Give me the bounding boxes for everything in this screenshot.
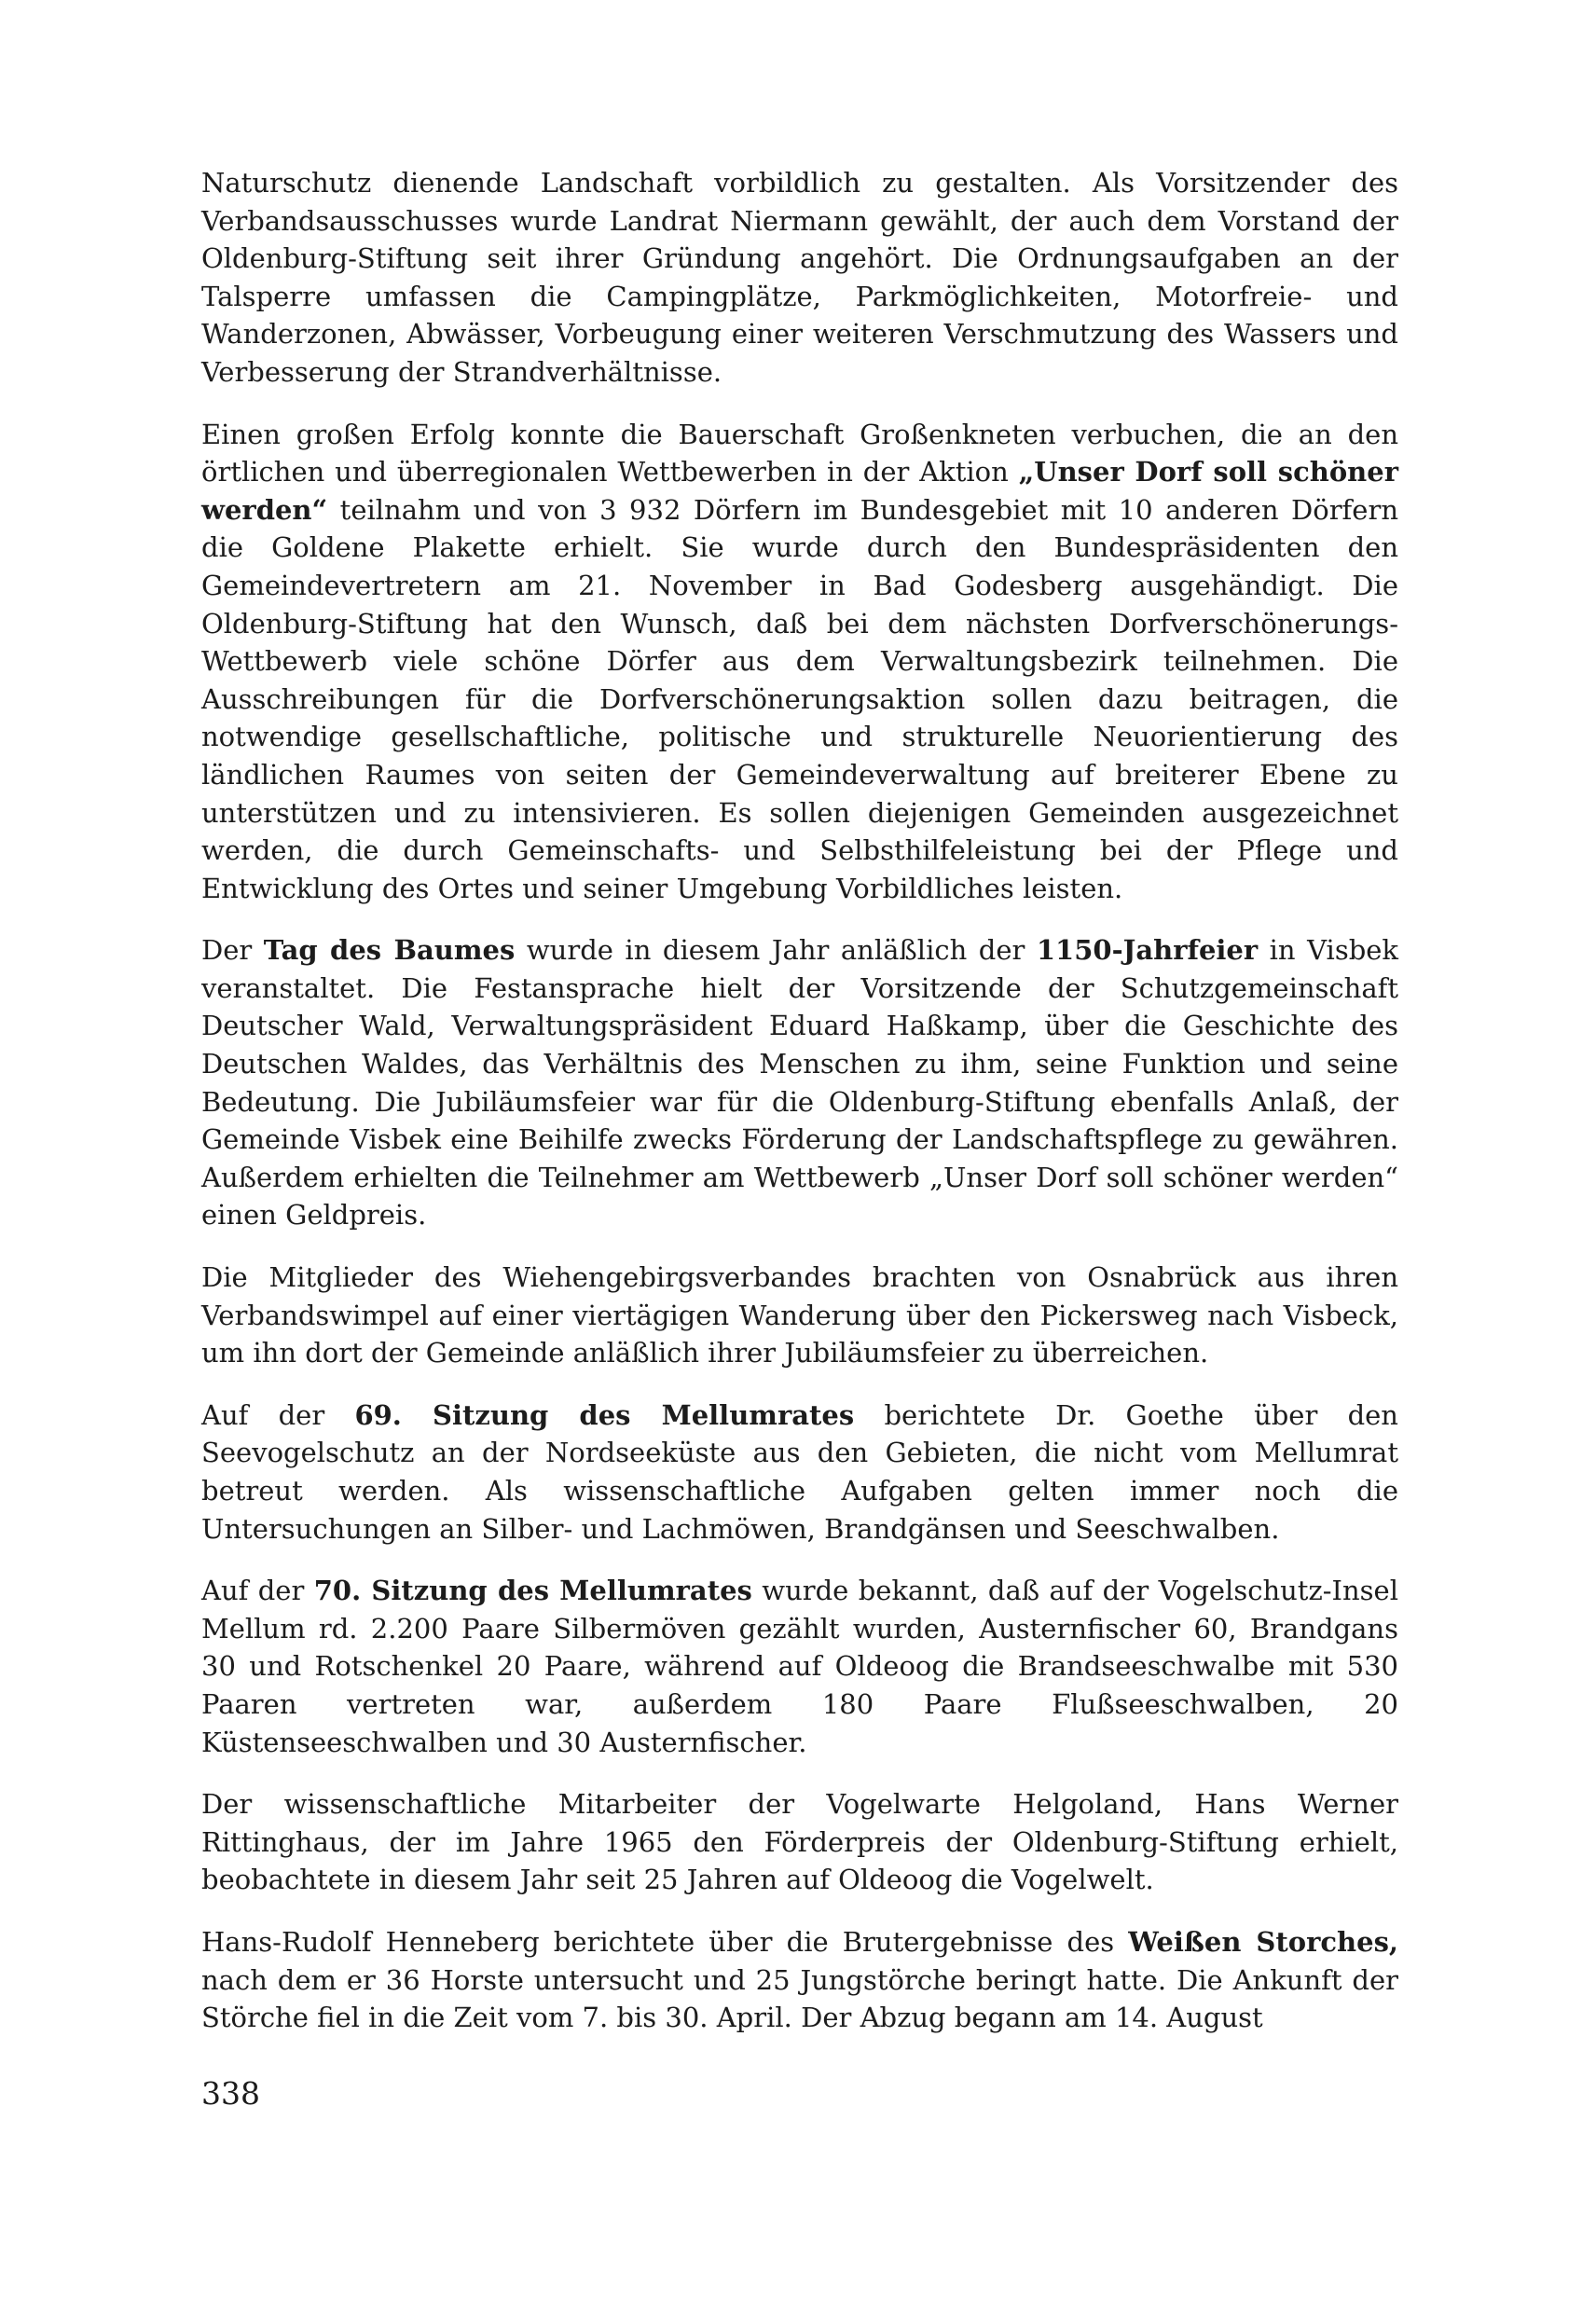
text-span: Auf der: [201, 1575, 314, 1607]
text-span: Der: [201, 934, 264, 967]
text-span: nach dem er 36 Horste untersucht und 25 Jungstörche beringt hatte. Die Ankunft der Störche fiel in die Zeit vom 7. bis 30. April. Der Abzug begann am 14. August: [201, 1963, 1398, 2034]
page-number: 338: [201, 2075, 260, 2112]
text-span: Der wissenschaftliche Mitarbeiter der Vogelwarte Helgoland, Hans Werner Rittinghaus, der im Jahre 1965 den Förderpreis der Oldenburg-Stiftung erhielt, beobachtete in diesem Jahr seit 25 Jahren auf Oldeoog die Vogelwelt.: [201, 1788, 1398, 1896]
text-span: Auf der: [201, 1398, 355, 1431]
bold-text-span: 70. Sitzung des Mellumrates: [313, 1575, 752, 1607]
paragraph: [201, 1923, 1398, 2037]
text-span: wurde in diesem Jahr anläßlich der: [515, 934, 1037, 967]
text-span: in Visbek veranstaltet. Die Festansprache hielt der Vorsitzende der Schutzgemeinschaft Deutscher Wald, Verwaltungspräsident Eduard Haßkamp, über die Geschichte des Deutschen Waldes, das Verhältnis des Menschen zu ihm, seine Funktion und seine Bedeutung. Die Jubiläumsfeier war für die Oldenburg-Stiftung ebenfalls Anlaß, der Gemeinde Visbek eine Beihilfe zwecks Förderung der Landschaftspflege zu gewähren. Außerdem erhielten die Teilnehmer am Wettbewerb „Unser Dorf soll schöner werden“ einen Geldpreis.: [201, 934, 1399, 1232]
text-span: wurde bekannt, daß auf der Vogelschutz-Insel Mellum rd. 2.200 Paare Silbermöven gezählt wurden, Austernfischer 60, Brandgans 30 und Rotschenkel 20 Paare, während auf Oldeoog die Brandseeschwalbe mit 530 Paaren vertreten war, außerdem 180 Paare Flußseeschwalben, 20 Küstenseeschwalben und 30 Austernfischer.: [201, 1575, 1398, 1758]
text-span: Hans-Rudolf Henneberg berichtete über die Brutergebnisse des: [201, 1925, 1129, 1958]
bold-text-span: 69. Sitzung des Mellumrates: [354, 1398, 855, 1431]
text-span: Naturschutz dienende Landschaft vorbildlich zu gestalten. Als Vorsitzender des Verbandsausschusses wurde Landrat Niermann gewählt, der auch dem Vorstand der Oldenburg-Stiftung seit ihrer Gründung angehört. Die Ordnungsaufgaben an der Talsperre umfassen die Campingplätze, Parkmöglichkeiten, Motorfreie- und Wanderzonen, Abwässer, Vorbeugung einer weiteren Verschmutzung des Wassers und Verbesserung der Strandverhältnisse.: [201, 167, 1398, 388]
paragraph: [201, 1572, 1398, 1761]
bold-text-span: 1150-Jahrfeier: [1036, 934, 1259, 967]
bold-text-span: „Unser Dorf soll schöner werden“: [201, 456, 1398, 526]
paragraph: [201, 1259, 1398, 1372]
text-span: Einen großen Erfolg konnte die Bauerschaft Großenkneten verbuchen, die an den örtlichen und überregionalen Wettbewerben in der Aktion: [201, 418, 1398, 489]
text-span: Die Mitglieder des Wiehengebirgsverbandes brachten von Osnabrück aus ihren Verbandswimpel auf einer viertägigen Wanderung über den Pickersweg nach Visbeck, um ihn dort der Gemeinde anläßlich ihrer Jubiläumsfeier zu überreichen.: [201, 1261, 1398, 1369]
text-span: berichtete Dr. Goethe über den Seevogelschutz an der Nordseeküste aus den Gebieten, die nicht vom Mellumrat betreut werden. Als wissenschaftliche Aufgaben gelten immer noch die Untersuchungen an Silber- und Lachmöwen, Brandgänsen und Seeschwalben.: [201, 1398, 1398, 1545]
paragraph: [201, 1785, 1398, 1899]
paragraph: [201, 164, 1398, 392]
paragraph: [201, 1397, 1398, 1548]
text-span: teilnahm und von 3 932 Dörfern im Bundesgebiet mit 10 anderen Dörfern die Goldene Plakette erhielt. Sie wurde durch den Bundespräsidenten den Gemeindevertretern am 21. November in Bad Godesberg ausgehändigt. Die Oldenburg-Stiftung hat den Wunsch, daß bei dem nächsten Dorfverschönerungs-Wettbewerb viele schöne Dörfer aus dem Verwaltungsbezirk teilnehmen. Die Ausschreibungen für die Dorfverschönerungsaktion sollen dazu beitragen, die notwendige gesellschaftliche, politische und strukturelle Neuorientierung des ländlichen Raumes von seiten der Gemeindeverwaltung auf breiterer Ebene zu unterstützen und zu intensivieren. Es sollen diejenigen Gemeinden ausgezeichnet werden, die durch Gemeinschafts- und Selbsthilfeleistung bei der Pflege und Entwicklung des Ortes und seiner Umgebung Vorbildliches leisten.: [201, 493, 1398, 904]
bold-text-span: Weißen Storches,: [1128, 1925, 1398, 1958]
page-body: [201, 164, 1398, 2061]
bold-text-span: Tag des Baumes: [263, 934, 516, 967]
paragraph: [201, 416, 1398, 908]
paragraph: [201, 931, 1398, 1234]
